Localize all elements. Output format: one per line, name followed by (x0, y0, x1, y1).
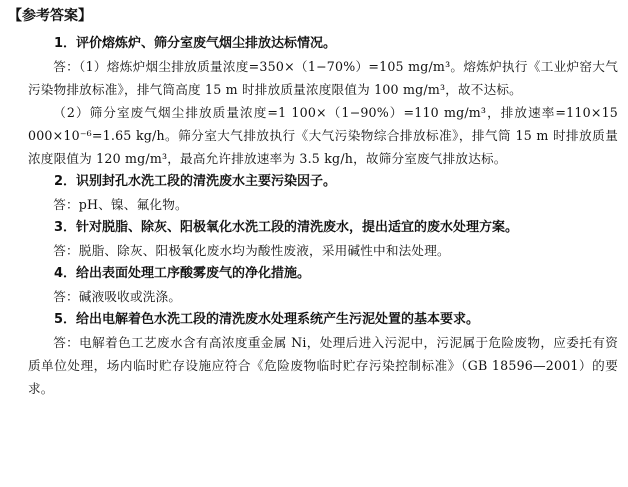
qa-item-5 (28, 308, 618, 400)
answer-3: 答：脱脂、除灰、阳极氧化废水均为酸性废液，采用碱性中和法处理。 (53, 243, 450, 258)
qa-item-4 (28, 262, 618, 308)
question-4: 4．给出表面处理工序酸雾废气的净化措施。 (54, 266, 311, 281)
answer-1-part-2: （2）筛分室废气烟尘排放质量浓度=1 100×（1−90%）=110 mg/m³，排放速率=110×15 000×10⁻⁶=1.65 kg/h。筛分室大气排放执行《大气污染物综合排放标准》，排气筒 15 m 时排放质量浓度限值为 120 mg/m³，最高允许排放速率为 3.5 kg/h，故筛分室废气排放达标。 (28, 105, 618, 166)
qa-item-2 (28, 170, 618, 216)
question-2: 2．识别封孔水洗工段的清洗废水主要污染因子。 (54, 174, 337, 189)
section-title: 【参考答案】 (8, 8, 92, 24)
answer-1-part-1: 答：（1）熔炼炉烟尘排放质量浓度=350×（1−70%）=105 mg/m³。熔炼炉执行《工业炉窑大气污染物排放标准》，排气筒高度 15 m 时排放质量浓度限值为 100 mg/m³，故不达标。 (28, 59, 618, 97)
question-3: 3．针对脱脂、除灰、阳极氧化水洗工段的清洗废水，提出适宜的废水处理方案。 (54, 220, 519, 235)
answer-4: 答：碱液吸收或洗涤。 (53, 289, 182, 304)
answer-5: 答：电解着色工艺废水含有高浓度重金属 Ni，处理后进入污泥中，污泥属于危险废物，应委托有资质单位处理，场内临时贮存设施应符合《危险废物临时贮存污染控制标准》（GB 18596—2001）的要求。 (28, 335, 618, 396)
answer-2: 答：pH、镍、氟化物。 (53, 197, 188, 212)
qa-item-3 (28, 216, 618, 262)
qa-item-1 (28, 32, 618, 170)
question-5: 5．给出电解着色水洗工段的清洗废水处理系统产生污泥处置的基本要求。 (54, 312, 480, 327)
question-1: 1．评价熔炼炉、筛分室废气烟尘排放达标情况。 (54, 36, 337, 51)
